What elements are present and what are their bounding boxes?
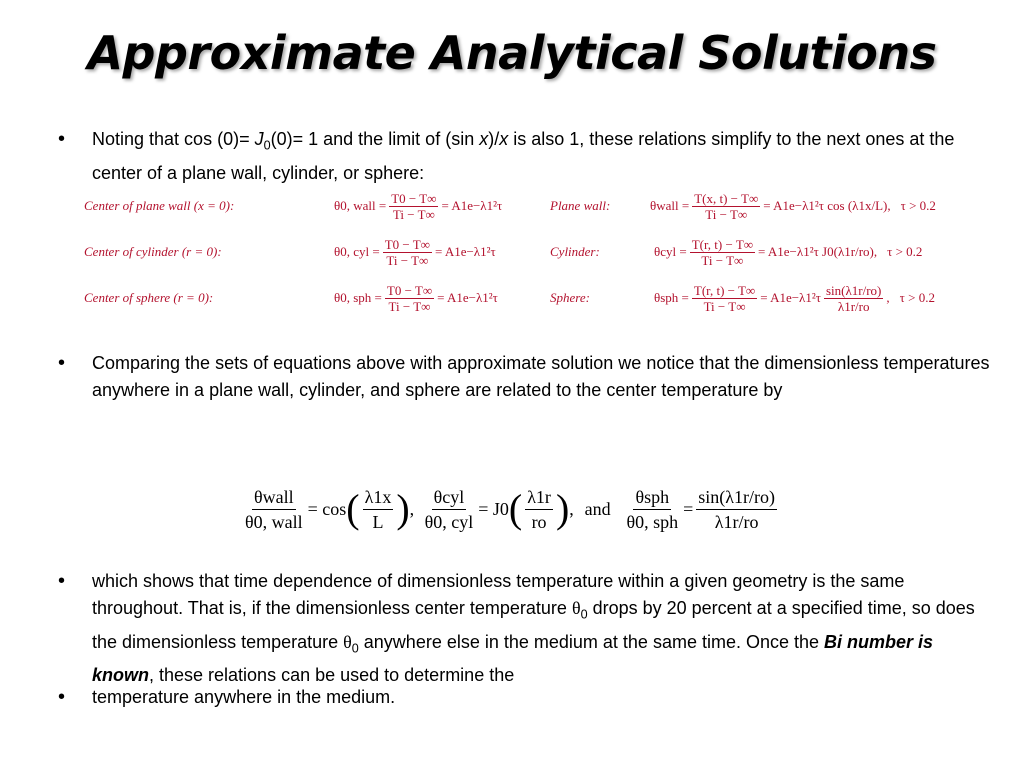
center-label: Center of cylinder (r = 0): [84, 244, 222, 259]
bullet-marker: • [58, 352, 66, 374]
center-label: Center of plane wall (x = 0): [84, 198, 235, 213]
geometry-label: Cylinder: [550, 244, 600, 259]
geometry-equation: θcyl = $\frac{T(r, t) - T\infty}{Ti - T\infty}$ = A1e−λ1²τ J0(λ1r/ro), τ > 0.2 [654, 236, 923, 268]
bullet-1-text: Noting that $\cos (0)= J_0(0)= 1$ and the limit of (sin x)/x is also 1, these relations simplify to the next ones at the center of a plane wall, cylinder, or sphere: [92, 129, 955, 183]
equation-row-sphere [80, 278, 960, 318]
bullet-marker: • [58, 570, 66, 592]
slide-title: Approximate Analytical Solutions [87, 26, 937, 80]
bullet-marker: • [58, 128, 66, 150]
center-equation: θ0, sph = $\frac{T0 - T\infty}{Ti - T\infty}$ = A1e−λ1²τ [334, 282, 498, 314]
geometry-label: Plane wall: [550, 198, 611, 213]
equation-table [80, 186, 960, 324]
geometry-label: Sphere: [550, 290, 590, 305]
bullet-3-text: which shows that time dependence of dimensionless temperature within a given geometry is the same throughout. That is, if the dimensionless center temperature $\theta_0$ drops by 20 percent at a specified time, so does the dimensionless temperature $\theta_0$ anywhere else in the medium at the same time. Once the Bi number is known, these relations can be used to determine the [92, 571, 975, 686]
center-equation: θ0, cyl = $\frac{T0 - T\infty}{Ti - T\infty}$ = A1e−λ1²τ [334, 236, 496, 268]
center-label: Center of sphere (r = 0): [84, 290, 214, 305]
bullet-marker: • [58, 686, 66, 708]
bullet-2-text: Comparing the sets of equations above with approximate solution we notice that the dimensionless temperatures anywhere in a plane wall, cylinder, and sphere are related to the center temperature by [92, 353, 990, 400]
bullet-4-text: temperature anywhere in the medium. [92, 687, 396, 707]
equation-row-cylinder [80, 232, 960, 272]
geometry-equation: θwall = $\frac{T(x, t) - T\infty}{Ti - T\infty}$ = A1e−λ1²τ cos (λ1x/L), τ > 0.2 [650, 190, 936, 222]
fraction-theta-cyl: $\frac{\text{θcyl}}{\text{θ0, cyl}}$ [424, 486, 474, 532]
relation-equation: $\frac{\text{θwall}}{\text{θ0, wall}}$ = cos ( $\frac{\lambda 1x}{L}$ ) , $\frac{\text{θcyl}}{\text{θ0, cyl}}$ = J0 ( $\frac{\lambda 1r}{ro}$ ) , and $\frac{\text{θsph}}{\text{θ0, sph}}$ = $\frac{\sin(\lambda 1r/ro)}{\lambda 1r/ro}$ [245, 486, 775, 532]
fraction-theta-wall: $\frac{\text{θwall}}{\text{θ0, wall}}$ [245, 486, 303, 532]
equation-row-plane-wall [80, 186, 960, 226]
geometry-equation: θsph = $\frac{T(r, t) - T\infty}{Ti - T\infty}$ = A1e−λ1²τ $\frac{\sin(\lambda 1r/ro)}{\lambda 1r/ro}$ , τ > 0.2 [654, 282, 935, 314]
center-equation: θ0, wall = $\frac{T0 - T\infty}{Ti - T\infty}$ = A1e−λ1²τ [334, 190, 503, 222]
fraction-theta-sph: $\frac{\text{θsph}}{\text{θ0, sph}}$ [626, 486, 679, 532]
